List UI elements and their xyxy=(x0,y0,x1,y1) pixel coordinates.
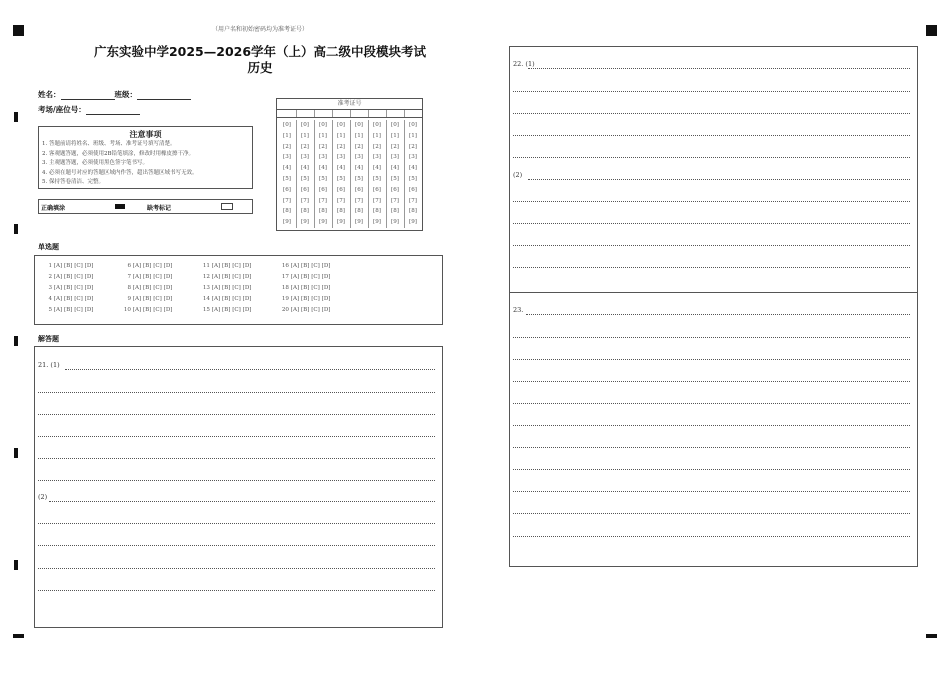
exam-id-column xyxy=(314,120,333,228)
choice-options[interactable]: [A] [B] [C] [D] xyxy=(53,296,94,302)
class-label: 班级： xyxy=(114,90,137,99)
choice-options[interactable]: [A] [B] [C] [D] xyxy=(53,274,94,280)
exam-id-bubble[interactable]: [5] xyxy=(355,175,363,182)
timing-mark xyxy=(14,448,18,458)
question-number: 9 xyxy=(127,296,131,302)
exam-id-bubble[interactable]: [2] xyxy=(355,143,363,150)
answer-line[interactable] xyxy=(65,369,435,370)
exam-id-bubble[interactable]: [1] xyxy=(391,132,399,139)
notice-box xyxy=(38,126,253,189)
exam-id-bubble[interactable]: [8] xyxy=(409,208,417,215)
choice-question[interactable] xyxy=(120,274,173,280)
exam-id-bubble[interactable]: [4] xyxy=(391,165,399,172)
exam-id-divider xyxy=(296,110,297,117)
single-choice-title: 单选题 xyxy=(38,243,59,251)
answer-line[interactable] xyxy=(38,523,435,524)
exam-id-bubble[interactable]: [2] xyxy=(319,143,327,150)
choice-options[interactable]: [A] [B] [C] [D] xyxy=(132,263,173,269)
exam-id-bubble[interactable]: [0] xyxy=(337,122,345,128)
exam-id-bubble[interactable]: [7] xyxy=(283,197,291,204)
timing-mark xyxy=(14,224,18,234)
notice-item: 4. 必须在题号对应的答题区域内作答，超出答题区域书写无效。 xyxy=(42,169,198,176)
answer-line[interactable] xyxy=(38,590,435,591)
exam-id-bubble[interactable]: [4] xyxy=(409,165,417,172)
q21-label: 21. (1) xyxy=(38,361,60,369)
choice-question[interactable] xyxy=(199,296,252,302)
room-seat-field[interactable] xyxy=(86,106,140,115)
choice-question[interactable] xyxy=(120,307,173,313)
question-number: 13 xyxy=(202,285,210,291)
choice-options[interactable]: [A] [B] [C] [D] xyxy=(132,274,173,280)
choice-question[interactable] xyxy=(120,285,173,291)
exam-id-bubble[interactable]: [3] xyxy=(355,154,363,161)
exam-id-bubble[interactable]: [8] xyxy=(337,208,345,215)
answer-line[interactable] xyxy=(38,436,435,437)
q22-answer-box xyxy=(509,46,918,293)
question-number: 20 xyxy=(281,307,289,313)
exam-id-bubble[interactable]: [4] xyxy=(373,165,381,172)
exam-id-column xyxy=(368,120,387,228)
answer-line[interactable] xyxy=(513,359,910,360)
exam-id-bubble[interactable]: [8] xyxy=(391,208,399,215)
choice-options[interactable]: [A] [B] [C] [D] xyxy=(211,307,252,313)
timing-mark xyxy=(14,560,18,570)
name-label: 姓名： xyxy=(38,90,61,99)
exam-id-bubble[interactable]: [6] xyxy=(409,186,417,193)
q21-answer-box xyxy=(34,346,443,628)
exam-id-bubble[interactable]: [1] xyxy=(283,132,291,139)
exam-id-bubble[interactable]: [7] xyxy=(355,197,363,204)
exam-id-bubble[interactable]: [2] xyxy=(337,143,345,150)
exam-id-bubble[interactable]: [2] xyxy=(301,143,309,150)
answer-line[interactable] xyxy=(49,501,435,502)
exam-id-bubble[interactable]: [5] xyxy=(391,175,399,182)
answer-line[interactable] xyxy=(513,381,910,382)
answer-line[interactable] xyxy=(38,458,435,459)
exam-id-bubble[interactable]: [5] xyxy=(319,175,327,182)
answer-line[interactable] xyxy=(513,157,910,158)
exam-id-bubble[interactable]: [4] xyxy=(301,165,309,172)
choice-question[interactable] xyxy=(199,263,252,269)
question-number: 15 xyxy=(202,307,210,313)
answer-line[interactable] xyxy=(513,113,910,114)
answer-section-title: 解答题 xyxy=(38,335,59,343)
answer-line[interactable] xyxy=(513,469,910,470)
exam-id-bubble[interactable]: [6] xyxy=(319,186,327,193)
question-number: 19 xyxy=(281,296,289,302)
answer-line[interactable] xyxy=(513,91,910,92)
exam-id-divider xyxy=(350,110,351,117)
exam-id-column xyxy=(386,120,405,228)
answer-line[interactable] xyxy=(513,245,910,246)
name-field[interactable] xyxy=(61,91,115,100)
exam-id-bubble[interactable]: [9] xyxy=(319,219,327,226)
exam-id-bubble[interactable]: [8] xyxy=(319,208,327,215)
choice-options[interactable]: [A] [B] [C] [D] xyxy=(290,296,331,302)
exam-id-bubble[interactable]: [0] xyxy=(391,122,399,128)
exam-id-bubble[interactable]: [0] xyxy=(373,122,381,128)
name-class-row xyxy=(38,89,191,100)
choice-options[interactable]: [A] [B] [C] [D] xyxy=(132,307,173,313)
choice-options[interactable]: [A] [B] [C] [D] xyxy=(211,285,252,291)
choice-options[interactable]: [A] [B] [C] [D] xyxy=(53,263,94,269)
choice-options[interactable]: [A] [B] [C] [D] xyxy=(211,296,252,302)
choice-options[interactable]: [A] [B] [C] [D] xyxy=(53,285,94,291)
exam-id-divider xyxy=(386,110,387,117)
exam-title-text: 广东实验中学2025—2026学年（上）高二级中段模块考试 xyxy=(93,44,427,59)
choice-options[interactable]: [A] [B] [C] [D] xyxy=(290,285,331,291)
question-number: 10 xyxy=(123,307,131,313)
exam-subject: 历史 xyxy=(247,60,273,75)
exam-id-bubble[interactable]: [3] xyxy=(391,154,399,161)
q23-label: 23. xyxy=(513,306,524,314)
room-row xyxy=(38,104,140,115)
choice-question[interactable] xyxy=(199,285,252,291)
q22-label: 22. (1) xyxy=(513,60,535,68)
exam-id-bubble[interactable]: [3] xyxy=(319,154,327,161)
exam-id-column xyxy=(332,120,351,228)
question-number: 18 xyxy=(281,285,289,291)
exam-id-divider xyxy=(404,110,405,117)
exam-id-bubble[interactable]: [0] xyxy=(355,122,363,128)
fill-legend-box xyxy=(38,199,253,214)
exam-id-divider xyxy=(368,110,369,117)
exam-id-bubble[interactable]: [6] xyxy=(301,186,309,193)
exam-id-bubble[interactable]: [1] xyxy=(319,132,327,139)
exam-id-bubble[interactable]: [9] xyxy=(391,219,399,226)
choice-options[interactable]: [A] [B] [C] [D] xyxy=(211,263,252,269)
exam-id-bubble[interactable]: [9] xyxy=(355,219,363,226)
choice-question[interactable] xyxy=(41,274,94,280)
answer-line[interactable] xyxy=(38,414,435,415)
exam-id-bubble[interactable]: [8] xyxy=(355,208,363,215)
question-number: 7 xyxy=(127,274,131,280)
choice-question[interactable] xyxy=(278,274,331,280)
choice-question[interactable] xyxy=(278,296,331,302)
notice-item: 2. 客观题答题，必须使用2B铅笔填涂，修改时用橡皮擦干净。 xyxy=(42,150,195,157)
question-number: 4 xyxy=(48,296,52,302)
exam-id-bubble[interactable]: [6] xyxy=(283,186,291,193)
exam-id-column xyxy=(278,120,297,228)
exam-id-bubble[interactable]: [0] xyxy=(409,122,417,128)
exam-id-bubble[interactable]: [7] xyxy=(301,197,309,204)
choice-question[interactable] xyxy=(120,296,173,302)
exam-id-bubble[interactable]: [1] xyxy=(373,132,381,139)
choice-options[interactable]: [A] [B] [C] [D] xyxy=(290,274,331,280)
timing-mark xyxy=(14,336,18,346)
choice-question[interactable] xyxy=(199,307,252,313)
exam-id-bubble[interactable]: [5] xyxy=(337,175,345,182)
login-note: （用户名和初始密码均为准考证号） xyxy=(211,26,308,33)
choice-options[interactable]: [A] [B] [C] [D] xyxy=(53,307,94,313)
answer-line[interactable] xyxy=(38,392,435,393)
exam-id-bubble[interactable]: [0] xyxy=(319,122,327,128)
exam-id-bubble[interactable]: [7] xyxy=(409,197,417,204)
answer-line[interactable] xyxy=(513,425,910,426)
correct-fill-sample xyxy=(115,204,125,209)
question-number: 6 xyxy=(127,263,131,269)
choice-question[interactable] xyxy=(199,274,252,280)
exam-id-bubble[interactable]: [5] xyxy=(301,175,309,182)
exam-id-bubble[interactable]: [6] xyxy=(391,186,399,193)
absent-mark-box[interactable] xyxy=(221,203,233,210)
answer-line[interactable] xyxy=(513,513,910,514)
q21-part2-label: (2) xyxy=(38,493,48,501)
exam-id-bubble[interactable]: [0] xyxy=(301,122,309,128)
q22-part2-label: (2) xyxy=(513,171,523,179)
answer-line[interactable] xyxy=(38,480,435,481)
answer-line[interactable] xyxy=(513,223,910,224)
choice-question[interactable] xyxy=(41,285,94,291)
choice-options[interactable]: [A] [B] [C] [D] xyxy=(290,307,331,313)
question-number: 5 xyxy=(48,307,52,313)
question-number: 12 xyxy=(202,274,210,280)
notice-item: 3. 主观题答题，必须使用黑色签字笔书写。 xyxy=(42,160,148,167)
registration-mark-bottom-left xyxy=(13,634,24,638)
exam-id-bubble[interactable]: [2] xyxy=(409,143,417,150)
choice-question[interactable] xyxy=(41,263,94,269)
choice-question[interactable] xyxy=(41,296,94,302)
answer-line[interactable] xyxy=(513,403,910,404)
answer-line[interactable] xyxy=(513,201,910,202)
exam-id-bubble[interactable]: [7] xyxy=(319,197,327,204)
q23-answer-box xyxy=(509,292,918,567)
exam-id-bubble[interactable]: [8] xyxy=(373,208,381,215)
exam-id-bubble[interactable]: [3] xyxy=(283,154,291,161)
question-number: 16 xyxy=(281,263,289,269)
exam-id-bubble[interactable]: [3] xyxy=(337,154,345,161)
exam-id-bubble[interactable]: [5] xyxy=(409,175,417,182)
exam-title xyxy=(40,44,480,76)
exam-id-bubble[interactable]: [0] xyxy=(283,122,291,128)
question-number: 1 xyxy=(48,263,52,269)
question-number: 8 xyxy=(127,285,131,291)
choice-options[interactable]: [A] [B] [C] [D] xyxy=(132,296,173,302)
question-number: 17 xyxy=(281,274,289,280)
room-seat-label: 考场/座位号： xyxy=(38,105,86,114)
exam-id-bubble[interactable]: [2] xyxy=(391,143,399,150)
exam-id-bubble[interactable]: [6] xyxy=(355,186,363,193)
answer-line[interactable] xyxy=(528,179,910,180)
exam-id-bubble[interactable]: [3] xyxy=(301,154,309,161)
choice-options[interactable]: [A] [B] [C] [D] xyxy=(132,285,173,291)
exam-id-bubble[interactable]: [6] xyxy=(373,186,381,193)
notice-title: 注意事项 xyxy=(129,130,162,139)
class-field[interactable] xyxy=(137,91,191,100)
exam-id-bubble[interactable]: [4] xyxy=(337,165,345,172)
single-choice-box xyxy=(34,255,443,325)
exam-id-bubble[interactable]: [6] xyxy=(337,186,345,193)
exam-id-bubble[interactable]: [9] xyxy=(373,219,381,226)
exam-id-bubble[interactable]: [9] xyxy=(409,219,417,226)
answer-line[interactable] xyxy=(528,68,910,69)
notice-item: 5. 保持答卷清洁、完整。 xyxy=(42,179,104,186)
choice-question[interactable] xyxy=(41,307,94,313)
exam-id-bubble[interactable]: [7] xyxy=(373,197,381,204)
answer-line[interactable] xyxy=(513,491,910,492)
answer-line[interactable] xyxy=(513,267,910,268)
exam-id-bubble[interactable]: [9] xyxy=(301,219,309,226)
choice-question[interactable] xyxy=(278,307,331,313)
exam-id-bubble[interactable]: [4] xyxy=(283,165,291,172)
exam-id-header: 准考证号 xyxy=(277,99,422,110)
absent-mark-label: 缺考标记 xyxy=(147,205,172,212)
question-number: 11 xyxy=(202,263,210,269)
answer-line[interactable] xyxy=(526,314,910,315)
answer-line[interactable] xyxy=(513,447,910,448)
exam-id-bubble[interactable]: [3] xyxy=(409,154,417,161)
timing-mark xyxy=(14,112,18,122)
choice-question[interactable] xyxy=(278,285,331,291)
choice-options[interactable]: [A] [B] [C] [D] xyxy=(211,274,252,280)
exam-id-bubble[interactable]: [8] xyxy=(301,208,309,215)
exam-id-grid xyxy=(276,98,423,231)
correct-fill-label: 正确填涂 xyxy=(41,205,66,212)
exam-id-column xyxy=(296,120,315,228)
exam-id-bubble[interactable]: [3] xyxy=(373,154,381,161)
question-number: 3 xyxy=(48,285,52,291)
exam-id-column xyxy=(350,120,369,228)
answer-line[interactable] xyxy=(513,337,910,338)
exam-id-bubble[interactable]: [1] xyxy=(337,132,345,139)
question-number: 2 xyxy=(48,274,52,280)
answer-line[interactable] xyxy=(513,135,910,136)
exam-id-bubble[interactable]: [4] xyxy=(319,165,327,172)
exam-id-bubble[interactable]: [1] xyxy=(301,132,309,139)
choice-question[interactable] xyxy=(120,263,173,269)
exam-id-bubble[interactable]: [5] xyxy=(373,175,381,182)
answer-line[interactable] xyxy=(38,545,435,546)
exam-id-divider xyxy=(332,110,333,117)
exam-id-bubble[interactable]: [5] xyxy=(283,175,291,182)
choice-question[interactable] xyxy=(278,263,331,269)
exam-id-bubble[interactable]: [7] xyxy=(391,197,399,204)
choice-options[interactable]: [A] [B] [C] [D] xyxy=(290,263,331,269)
exam-id-bubble[interactable]: [9] xyxy=(337,219,345,226)
exam-id-bubble[interactable]: [2] xyxy=(283,143,291,150)
registration-mark-top-right xyxy=(926,25,937,36)
question-number: 14 xyxy=(202,296,210,302)
exam-id-divider xyxy=(314,110,315,117)
exam-id-bubble[interactable]: [1] xyxy=(355,132,363,139)
exam-id-bubble[interactable]: [7] xyxy=(337,197,345,204)
answer-line[interactable] xyxy=(513,536,910,537)
exam-id-bubble[interactable]: [9] xyxy=(283,219,291,226)
exam-id-column xyxy=(404,120,422,228)
notice-item: 1. 答题前请将姓名、班级、考场、准考证号填写清楚。 xyxy=(42,141,176,147)
exam-id-bubble[interactable]: [8] xyxy=(283,208,291,215)
exam-id-bubble[interactable]: [1] xyxy=(409,132,417,139)
registration-mark-bottom-right xyxy=(926,634,937,638)
exam-id-bubble[interactable]: [2] xyxy=(373,143,381,150)
answer-line[interactable] xyxy=(38,568,435,569)
exam-id-bubble[interactable]: [4] xyxy=(355,165,363,172)
